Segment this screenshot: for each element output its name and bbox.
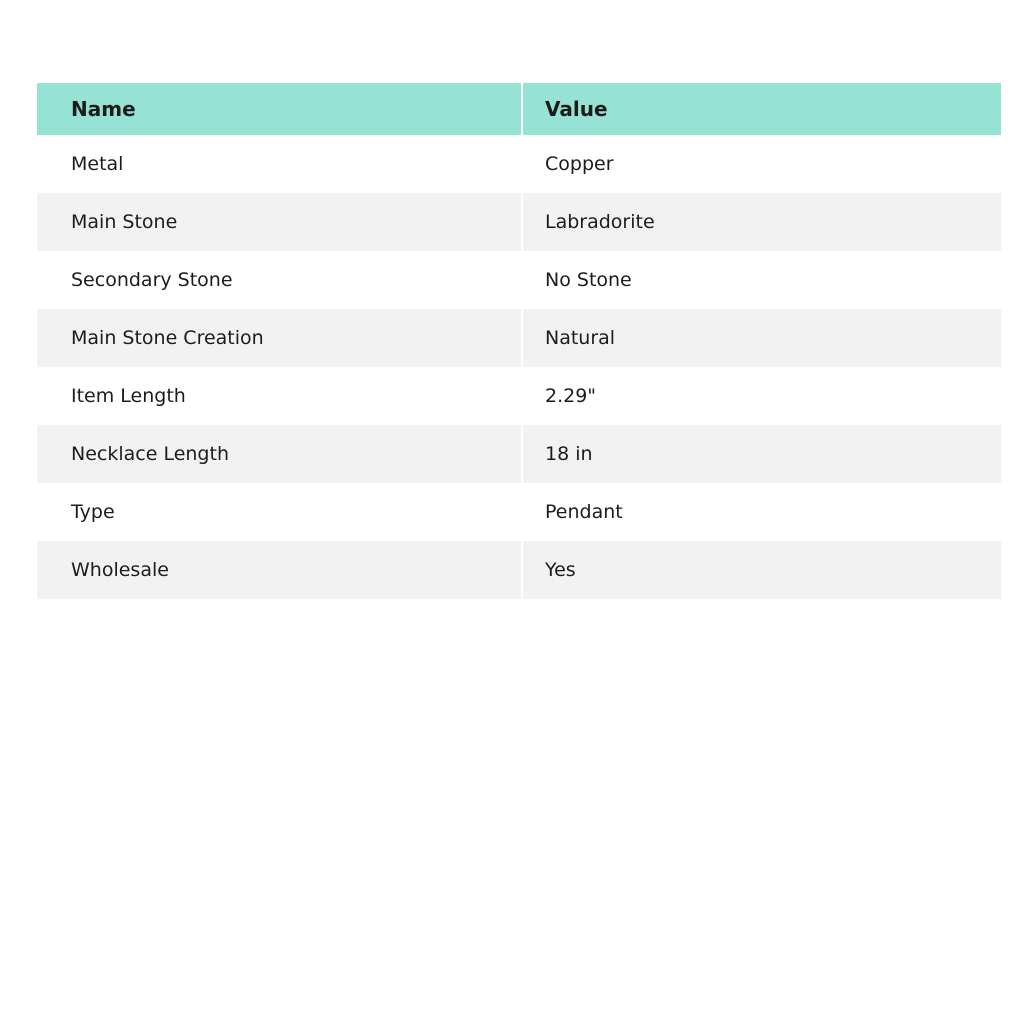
row-value-cell: 2.29" xyxy=(523,367,1001,425)
row-value-cell: Labradorite xyxy=(523,193,1001,251)
table-row xyxy=(37,483,1001,541)
row-name-cell: Main Stone Creation xyxy=(37,309,521,367)
spec-table xyxy=(37,83,1001,599)
row-name-cell: Item Length xyxy=(37,367,521,425)
row-value-cell: Yes xyxy=(523,541,1001,599)
header-cell-name: Name xyxy=(37,83,521,135)
table-row xyxy=(37,541,1001,599)
table-row xyxy=(37,193,1001,251)
row-value-cell: 18 in xyxy=(523,425,1001,483)
header-cell-value: Value xyxy=(523,83,1001,135)
table-header-row xyxy=(37,83,1001,135)
row-name-cell: Metal xyxy=(37,135,521,193)
row-value-cell: Pendant xyxy=(523,483,1001,541)
table-row xyxy=(37,251,1001,309)
row-name-cell: Necklace Length xyxy=(37,425,521,483)
table-body xyxy=(37,135,1001,599)
row-value-cell: No Stone xyxy=(523,251,1001,309)
row-name-cell: Wholesale xyxy=(37,541,521,599)
table-row xyxy=(37,309,1001,367)
row-value-cell: Natural xyxy=(523,309,1001,367)
row-value-cell: Copper xyxy=(523,135,1001,193)
table-row xyxy=(37,135,1001,193)
row-name-cell: Type xyxy=(37,483,521,541)
row-name-cell: Main Stone xyxy=(37,193,521,251)
table-row xyxy=(37,425,1001,483)
table-row xyxy=(37,367,1001,425)
row-name-cell: Secondary Stone xyxy=(37,251,521,309)
